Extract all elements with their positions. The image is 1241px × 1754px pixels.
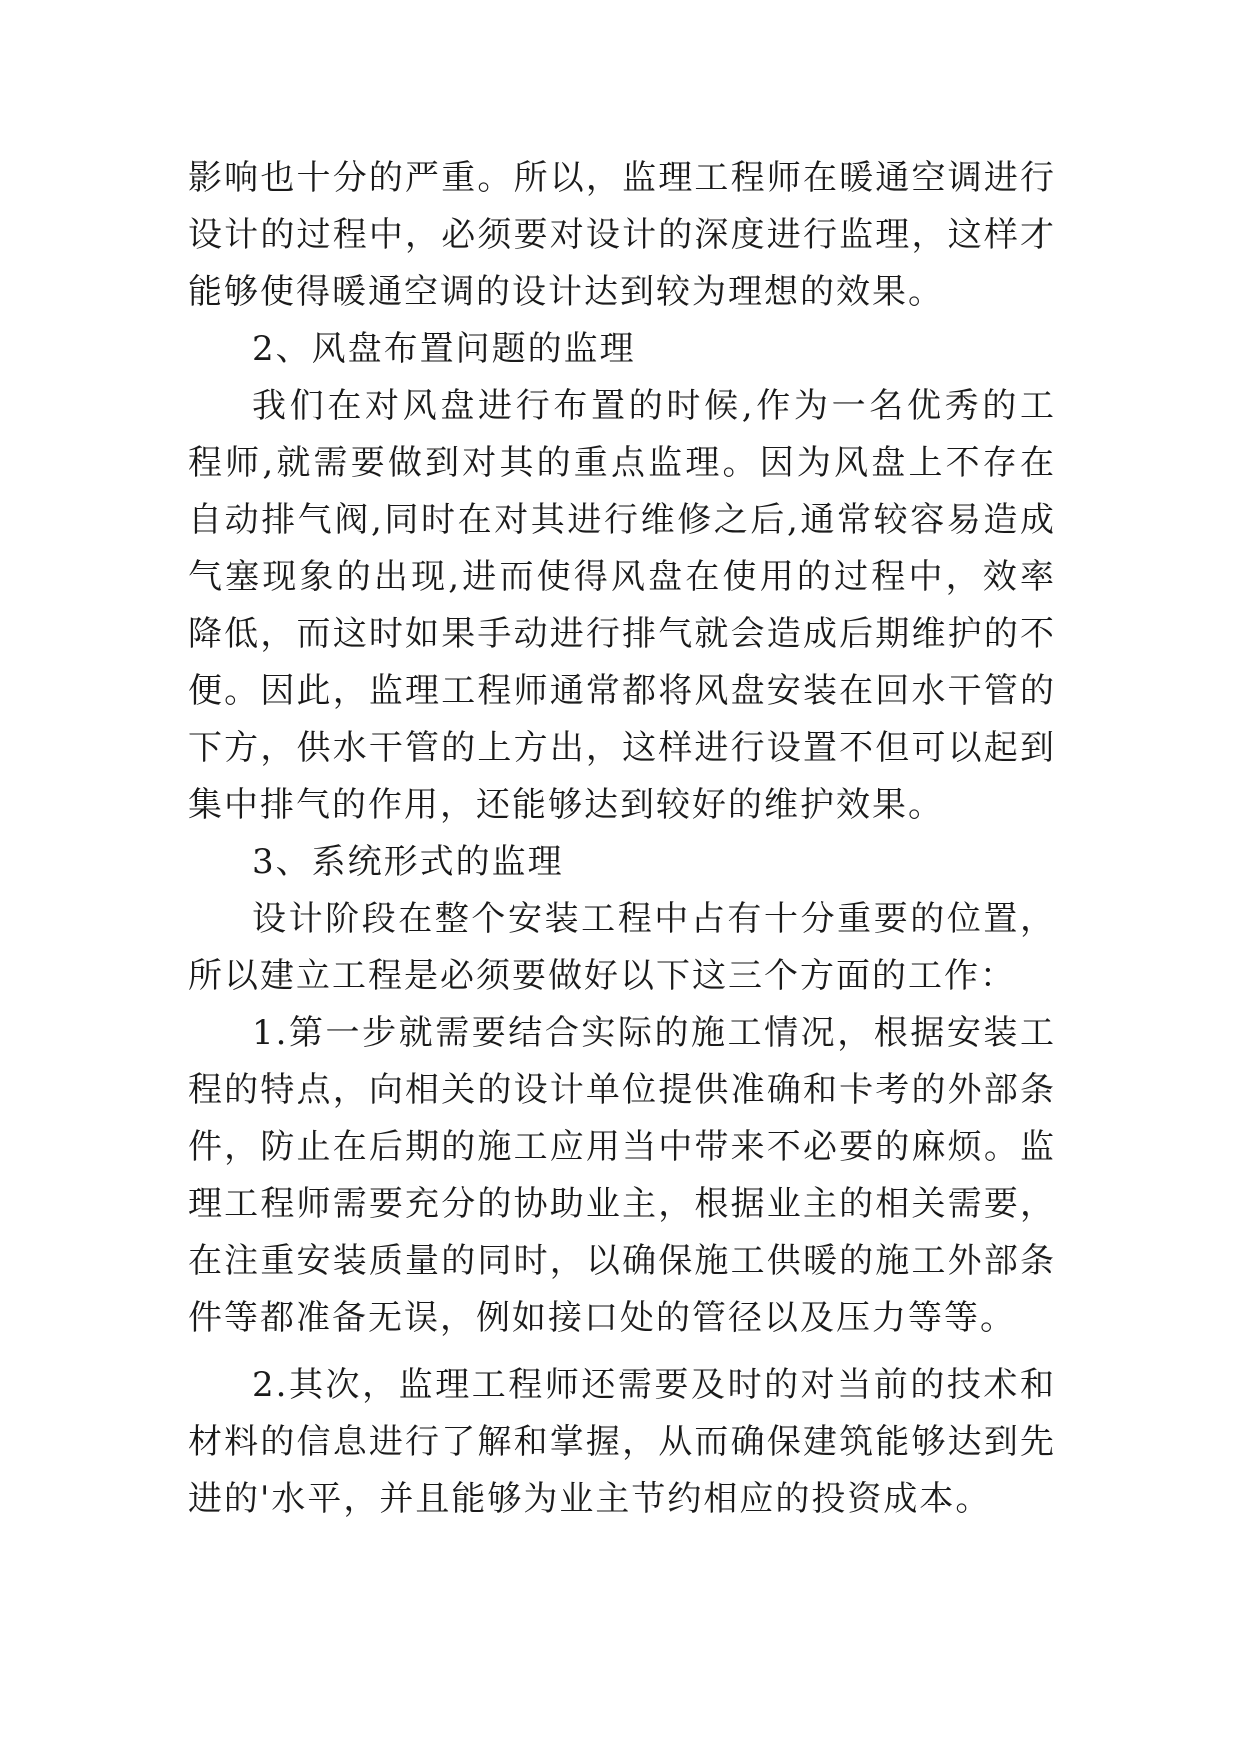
paragraph-design-stage: 设计阶段在整个安装工程中占有十分重要的位置，所以建立工程是必须要做好以下这三个方面的工作： <box>188 899 1056 996</box>
section-heading-fan-coil: 2、风盘布置问题的监理 <box>252 329 636 369</box>
document-body <box>188 150 1056 1528</box>
paragraph-fan-coil: 我们在对风盘进行布置的时候,作为一名优秀的工程师,就需要做到对其的重点监理。因为风盘上不存在自动排气阀,同时在对其进行维修之后,通常较容易造成气塞现象的出现,进而使得风盘在使用的过程中，效率降低，而这时如果手动进行排气就会造成后期维护的不便。因此，监理工程师通常都将风盘安装在回水干管的下方，供水干管的上方出，这样进行设置不但可以起到集中排气的作用，还能够达到较好的维护效果。 <box>188 386 1056 825</box>
section-heading-system-form: 3、系统形式的监理 <box>252 842 564 882</box>
paragraph-continuation: 影响也十分的严重。所以，监理工程师在暖通空调进行设计的过程中，必须要对设计的深度进行监理，这样才能够使得暖通空调的设计达到较为理想的效果。 <box>188 158 1056 312</box>
list-item-2: 2.其次，监理工程师还需要及时的对当前的技术和材料的信息进行了解和掌握，从而确保建筑能够达到先进的'水平，并且能够为业主节约相应的投资成本。 <box>188 1365 1056 1519</box>
list-item-1: 1.第一步就需要结合实际的施工情况，根据安装工程的特点，向相关的设计单位提供准确和卡考的外部条件，防止在后期的施工应用当中带来不必要的麻烦。监理工程师需要充分的协助业主，根据业主的相关需要，在注重安装质量的同时，以确保施工供暖的施工外部条件等都准备无误，例如接口处的管径以及压力等等。 <box>188 1013 1056 1338</box>
